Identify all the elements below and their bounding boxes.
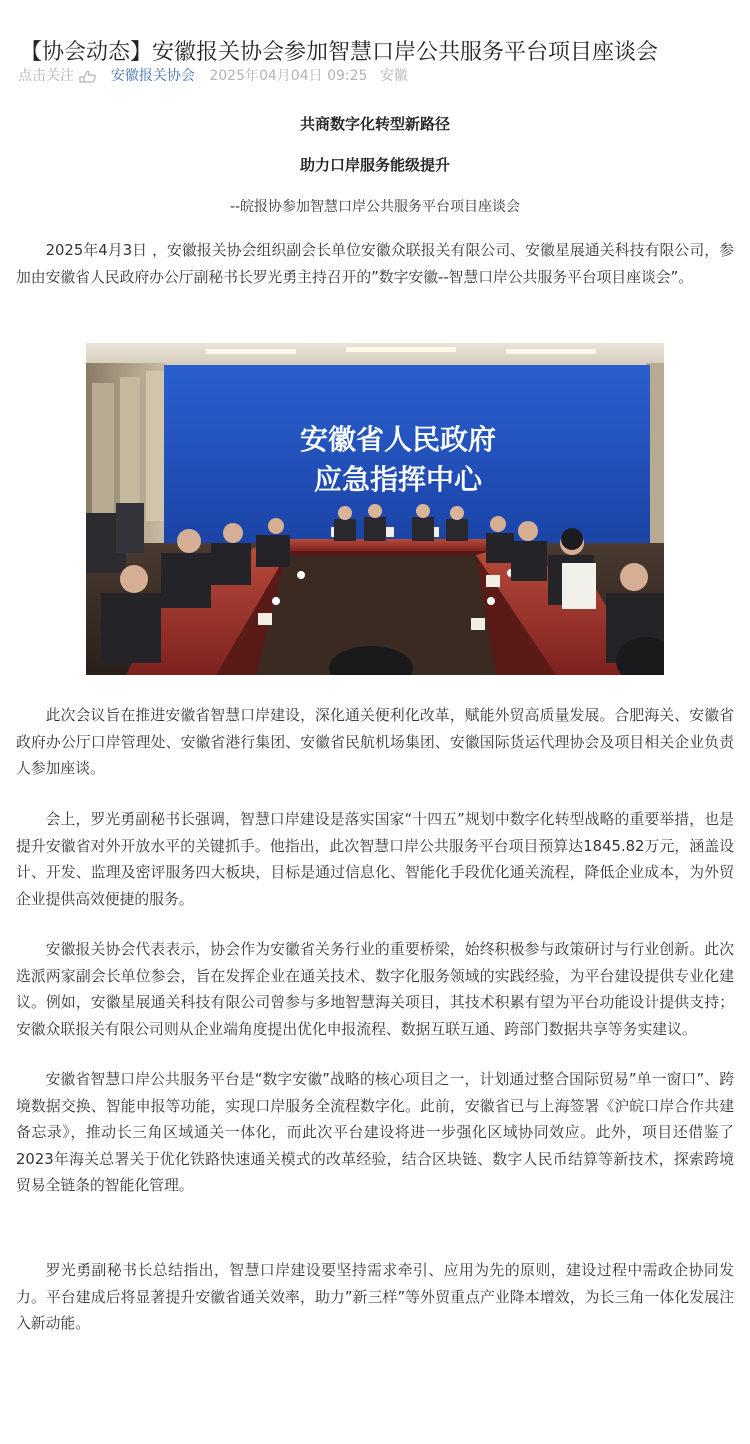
subtitle-3: --皖报协参加智慧口岸公共服务平台项目座谈会 xyxy=(229,199,521,215)
backdrop-text-line2: 应急指挥中心 xyxy=(313,463,483,496)
backdrop-text-line1: 安徽省人民政府 xyxy=(299,423,497,456)
article-meta xyxy=(18,66,408,86)
pointing-hand-icon[interactable] xyxy=(78,68,98,84)
source-account-link[interactable]: 安徽报关协会 xyxy=(110,68,195,84)
paragraph-3: 会上，罗光勇副秘书长强调，智慧口岸建设是落实国家“十四五”规划中数字化转型战略的重要举措，也是提升安徽省对外开放水平的关键抓手。他指出，此次智慧口岸公共服务平台项目预算达1845.82万元，涵盖设计、开发、监理及密评服务四大板块，目标是通过信息化、智能化手段优化通关流程，降低企业成本，为外贸企业提供高效便捷的服务。 xyxy=(16,811,734,908)
subtitle-2: 助力口岸服务能级提升 xyxy=(299,156,450,174)
paragraph-4: 安徽报关协会代表表示，协会作为安徽省关务行业的重要桥梁，始终积极参与政策研讨与行业创新。此次选派两家副会长单位参会，旨在发挥企业在通关技术、数字化服务领域的实践经验，为平台建设提供专业化建议。例如，安徽星展通关科技有限公司曾参与多地智慧海关项目，其技术积累有望为平台功能设计提供支持；安徽众联报关有限公司则从企业端角度提出优化申报流程、数据互联互通、跨部门数据共享等务实建议。 xyxy=(16,941,734,1038)
paragraph-1: 2025年4月3日 ，安徽报关协会组织副会长单位安徽众联报关有限公司、安徽星展通关科技有限公司，参加由安徽省人民政府办公厅副秘书长罗光勇主持召开的”数字安徽--智慧口岸公共服务平台项目座谈会”。 xyxy=(16,242,734,286)
subtitle-1: 共商数字化转型新路径 xyxy=(299,115,450,133)
paragraph-2: 此次会议旨在推进安徽省智慧口岸建设，深化通关便利化改革，赋能外贸高质量发展。合肥海关、安徽省政府办公厅口岸管理处、安徽省港行集团、安徽省民航机场集团、安徽国际货运代理协会及项目相关企业负责人参加座谈。 xyxy=(16,707,734,777)
follow-link[interactable]: 点击关注 xyxy=(18,68,74,84)
publish-location: 安徽 xyxy=(379,68,408,84)
article-title: 【协会动态】安徽报关协会参加智慧口岸公共服务平台项目座谈会 xyxy=(20,39,659,65)
meeting-photo xyxy=(86,343,664,675)
publish-date: 2025年04月04日 09:25 xyxy=(209,68,368,84)
paragraph-5: 安徽省智慧口岸公共服务平台是“数字安徽”战略的核心项目之一，计划通过整合国际贸易”单一窗口”、跨境数据交换、智能申报等功能，实现口岸服务全流程数字化。此前，安徽省已与上海签署《沪皖口岸合作共建备忘录》，推动长三角区域通关一体化，而此次平台建设将进一步强化区域协同效应。此外，项目还借鉴了2023年海关总署关于优化铁路快速通关模式的改革经验，结合区块链、数字人民币结算等新技术，探索跨境贸易全链条的智能化管理。 xyxy=(16,1071,734,1194)
paragraph-6: 罗光勇副秘书长总结指出，智慧口岸建设要坚持需求牵引、应用为先的原则，建设过程中需政企协同发力。平台建成后将显著提升安徽省通关效率，助力”新三样”等外贸重点产业降本增效，为长三角一体化发展注入新动能。 xyxy=(16,1262,734,1332)
